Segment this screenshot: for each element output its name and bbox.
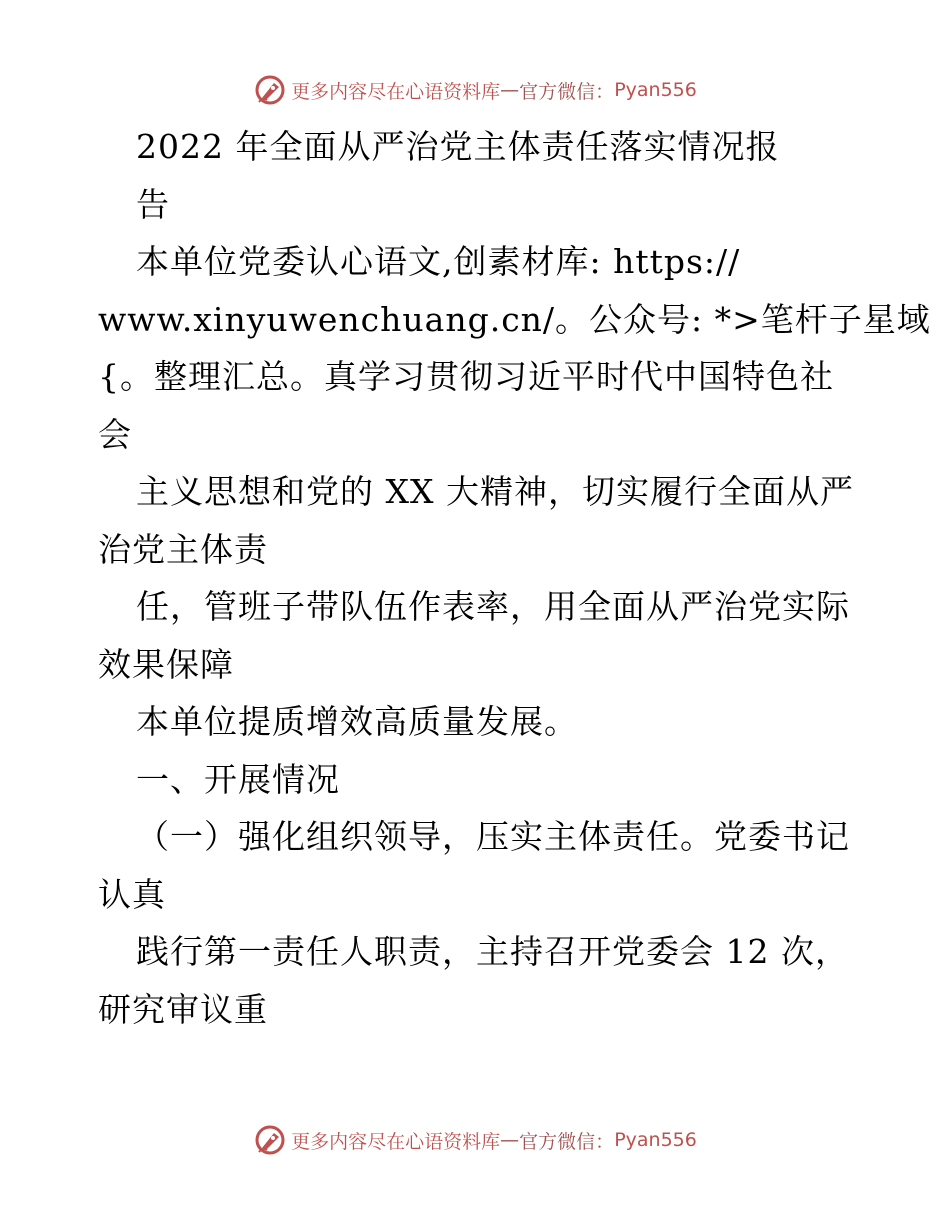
separator-dash: — — [500, 79, 520, 101]
document-body — [98, 118, 931, 1038]
subsection-heading: （一）强化组织领导，压实主体责任。党委书记 — [136, 817, 850, 856]
pen-nib-logo-icon — [253, 73, 287, 107]
paragraph-line: 践行第一责任人职责，主持召开党委会 12 次， — [136, 932, 849, 971]
paragraph-line: 效果保障 — [98, 644, 234, 684]
wechat-id-text: Pyan556 — [614, 1129, 697, 1151]
section-heading: 一、开展情况 — [136, 759, 340, 799]
official-wechat-label: 官方微信： — [519, 80, 615, 103]
paragraph-line: 主义思想和党的 XX 大精神，切实履行全面从严 — [136, 472, 854, 511]
site-name-text: 更多内容尽在心语资料库 — [291, 1130, 501, 1153]
title-line-2: 告 — [136, 184, 170, 224]
paragraph-line: 本单位提质增效高质量发展。 — [136, 702, 578, 741]
paragraph-line: 研究审议重 — [98, 989, 268, 1029]
paragraph-line: 本单位党委认心语文,创素材库: https:// — [136, 242, 741, 281]
pen-nib-logo-icon — [253, 1123, 287, 1157]
paragraph-line: {。整理汇总。真学习贯彻习近平时代中国特色社 — [98, 357, 834, 396]
header-watermark-banner — [0, 70, 950, 110]
paragraph-line: 认真 — [98, 874, 166, 914]
title-line-1: 2022 年全面从严治党主体责任落实情况报 — [136, 127, 780, 166]
paragraph-line: www.xinyuwenchuang.cn/。公众号: *>笔杆子星域 — [98, 299, 931, 339]
footer-watermark-banner — [0, 1120, 950, 1160]
separator-dash: — — [500, 1129, 520, 1151]
paragraph-line: 会 — [98, 414, 132, 454]
paragraph-line: 任，管班子带队伍作表率，用全面从严治党实际 — [136, 587, 850, 626]
wechat-id-text: Pyan556 — [614, 79, 697, 101]
paragraph-line: 治党主体责 — [98, 529, 268, 569]
official-wechat-label: 官方微信： — [519, 1130, 615, 1153]
site-name-text: 更多内容尽在心语资料库 — [291, 80, 501, 103]
